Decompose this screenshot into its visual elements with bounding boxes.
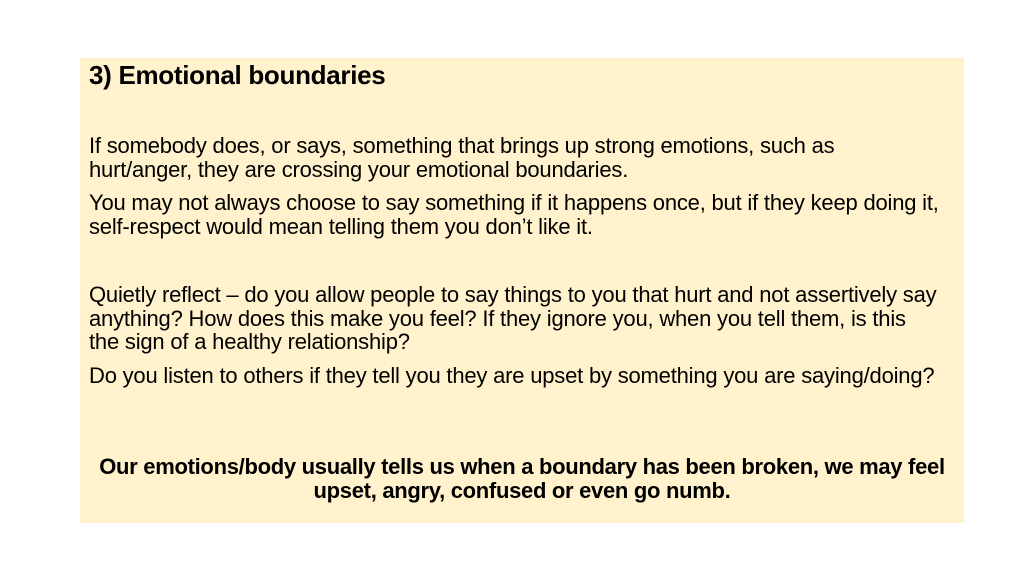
- paragraph-3: Quietly reflect – do you allow people to say things to you that hurt and not assertively say anything? How does this make you feel? If they ignore you, when you tell them, is this the sign of a healthy relationship?: [89, 282, 937, 354]
- paragraph-1: If somebody does, or says, something that brings up strong emotions, such as hurt/anger, they are crossing your emotional boundaries.: [89, 133, 835, 182]
- slide-heading: 3) Emotional boundaries: [89, 60, 386, 90]
- paragraph-4: Do you listen to others if they tell you they are upset by something you are saying/doing?: [89, 363, 935, 388]
- content-panel: [80, 58, 964, 523]
- paragraph-2: You may not always choose to say something if it happens once, but if they keep doing it, self-respect would mean telling them you don’t like it.: [89, 190, 939, 239]
- closing-statement: Our emotions/body usually tells us when a boundary has been broken, we may feel upset, angry, confused or even go numb.: [99, 454, 945, 503]
